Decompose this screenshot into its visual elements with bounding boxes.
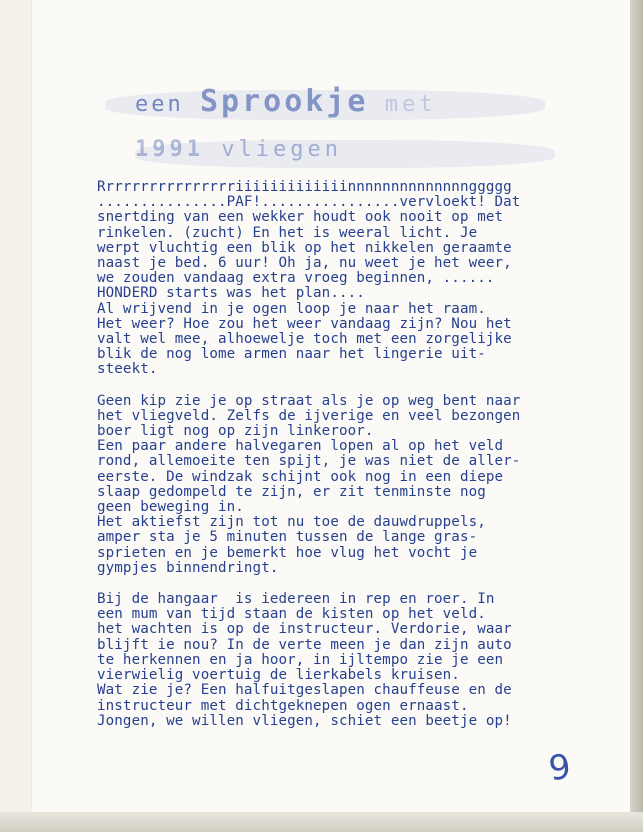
text-line: Bij de hangaar is iedereen in rep en roer. In	[97, 591, 495, 608]
text-line: een mum van tijd staan de kisten op het veld.	[97, 606, 486, 623]
page-edge-bottom	[0, 812, 643, 832]
header-subtitle: vliegen	[221, 137, 342, 162]
text-line: we zouden vandaag extra vroeg beginnen, ......	[97, 270, 495, 287]
text-line: Al wrijvend in je ogen loop je naar het raam.	[97, 300, 486, 317]
story-header	[95, 82, 575, 172]
text-line: steekt.	[97, 361, 158, 378]
text-line: geen beweging in.	[97, 499, 244, 516]
text-line: boer ligt nog op zijn linkeroor.	[97, 423, 374, 440]
text-line: slaap gedompeld te zijn, er zit tenminste nog	[97, 483, 486, 500]
text-line: eerste. De windzak schijnt ook nog in een diepe	[97, 468, 504, 485]
text-line: instructeur met dichtgeknepen ogen ernaast.	[97, 697, 469, 714]
text-line: valt wel mee, alhoewelje toch met een zorgelijke	[97, 331, 512, 348]
header-prefix: een	[135, 92, 184, 117]
text-line: Een paar andere halvegaren lopen al op het veld	[97, 438, 504, 455]
text-line: Het aktiefst zijn tot nu toe de dauwdruppels,	[97, 514, 486, 531]
text-line: sprieten en je bemerkt hoe vlug het vocht je	[97, 544, 478, 561]
text-line: te herkennen en ja hoor, in ijltempo zie je een	[97, 651, 504, 668]
text-line: vierwielig voertuig de lierkabels kruisen.	[97, 667, 460, 684]
text-line: ...............PAF!................vervloekt! Dat	[97, 194, 521, 211]
text-line: blik de nog lome armen naar het lingerie uit-	[97, 346, 486, 363]
text-line: Wat zie je? Een halfuitgeslapen chauffeuse en de	[97, 682, 512, 699]
text-line: rinkelen. (zucht) En het is weeral licht. Je	[97, 224, 478, 241]
header-title: Sprookje	[200, 84, 369, 119]
page-edge-right	[630, 0, 643, 832]
text-line: snertding van een wekker houdt ook nooit op met	[97, 209, 504, 226]
text-line: HONDERD starts was het plan....	[97, 285, 365, 302]
text-line: Rrrrrrrrrrrrrrrriiiiiiiiiiiiinnnnnnnnnnnnnnggggg	[97, 179, 512, 195]
text-line: het wachten is op de instructeur. Verdorie, waar	[97, 621, 512, 638]
typewritten-body	[97, 180, 617, 745]
text-line: Geen kip zie je op straat als je op weg bent naar	[97, 392, 521, 409]
text-line: naast je bed. 6 uur! Oh ja, nu weet je het weer,	[97, 255, 512, 272]
paragraph	[97, 394, 617, 576]
paragraph	[97, 180, 617, 378]
text-line: rond, allemoeite ten spijt, je was niet de aller-	[97, 453, 521, 470]
header-line-1	[135, 84, 437, 119]
text-line: werpt vluchtig een blik op het nikkelen geraamte	[97, 239, 512, 256]
text-line: Het weer? Hoe zou het weer vandaag zijn? Nou het	[97, 315, 512, 332]
header-year: 1991	[135, 137, 204, 162]
text-line: het vliegveld. Zelfs de ijverige en veel bezongen	[97, 407, 521, 424]
text-line: amper sta je 5 minuten tussen de lange gras-	[97, 529, 478, 546]
page-number: 9	[546, 746, 574, 790]
header-line-2	[135, 137, 342, 162]
text-line: blijft ie nou? In de verte meen je dan zijn auto	[97, 636, 512, 653]
header-title-rest: met	[384, 92, 437, 117]
text-line: Jongen, we willen vliegen, schiet een beetje op!	[97, 712, 512, 729]
paragraph	[97, 592, 617, 729]
text-line: gympjes binnendringt.	[97, 559, 279, 576]
